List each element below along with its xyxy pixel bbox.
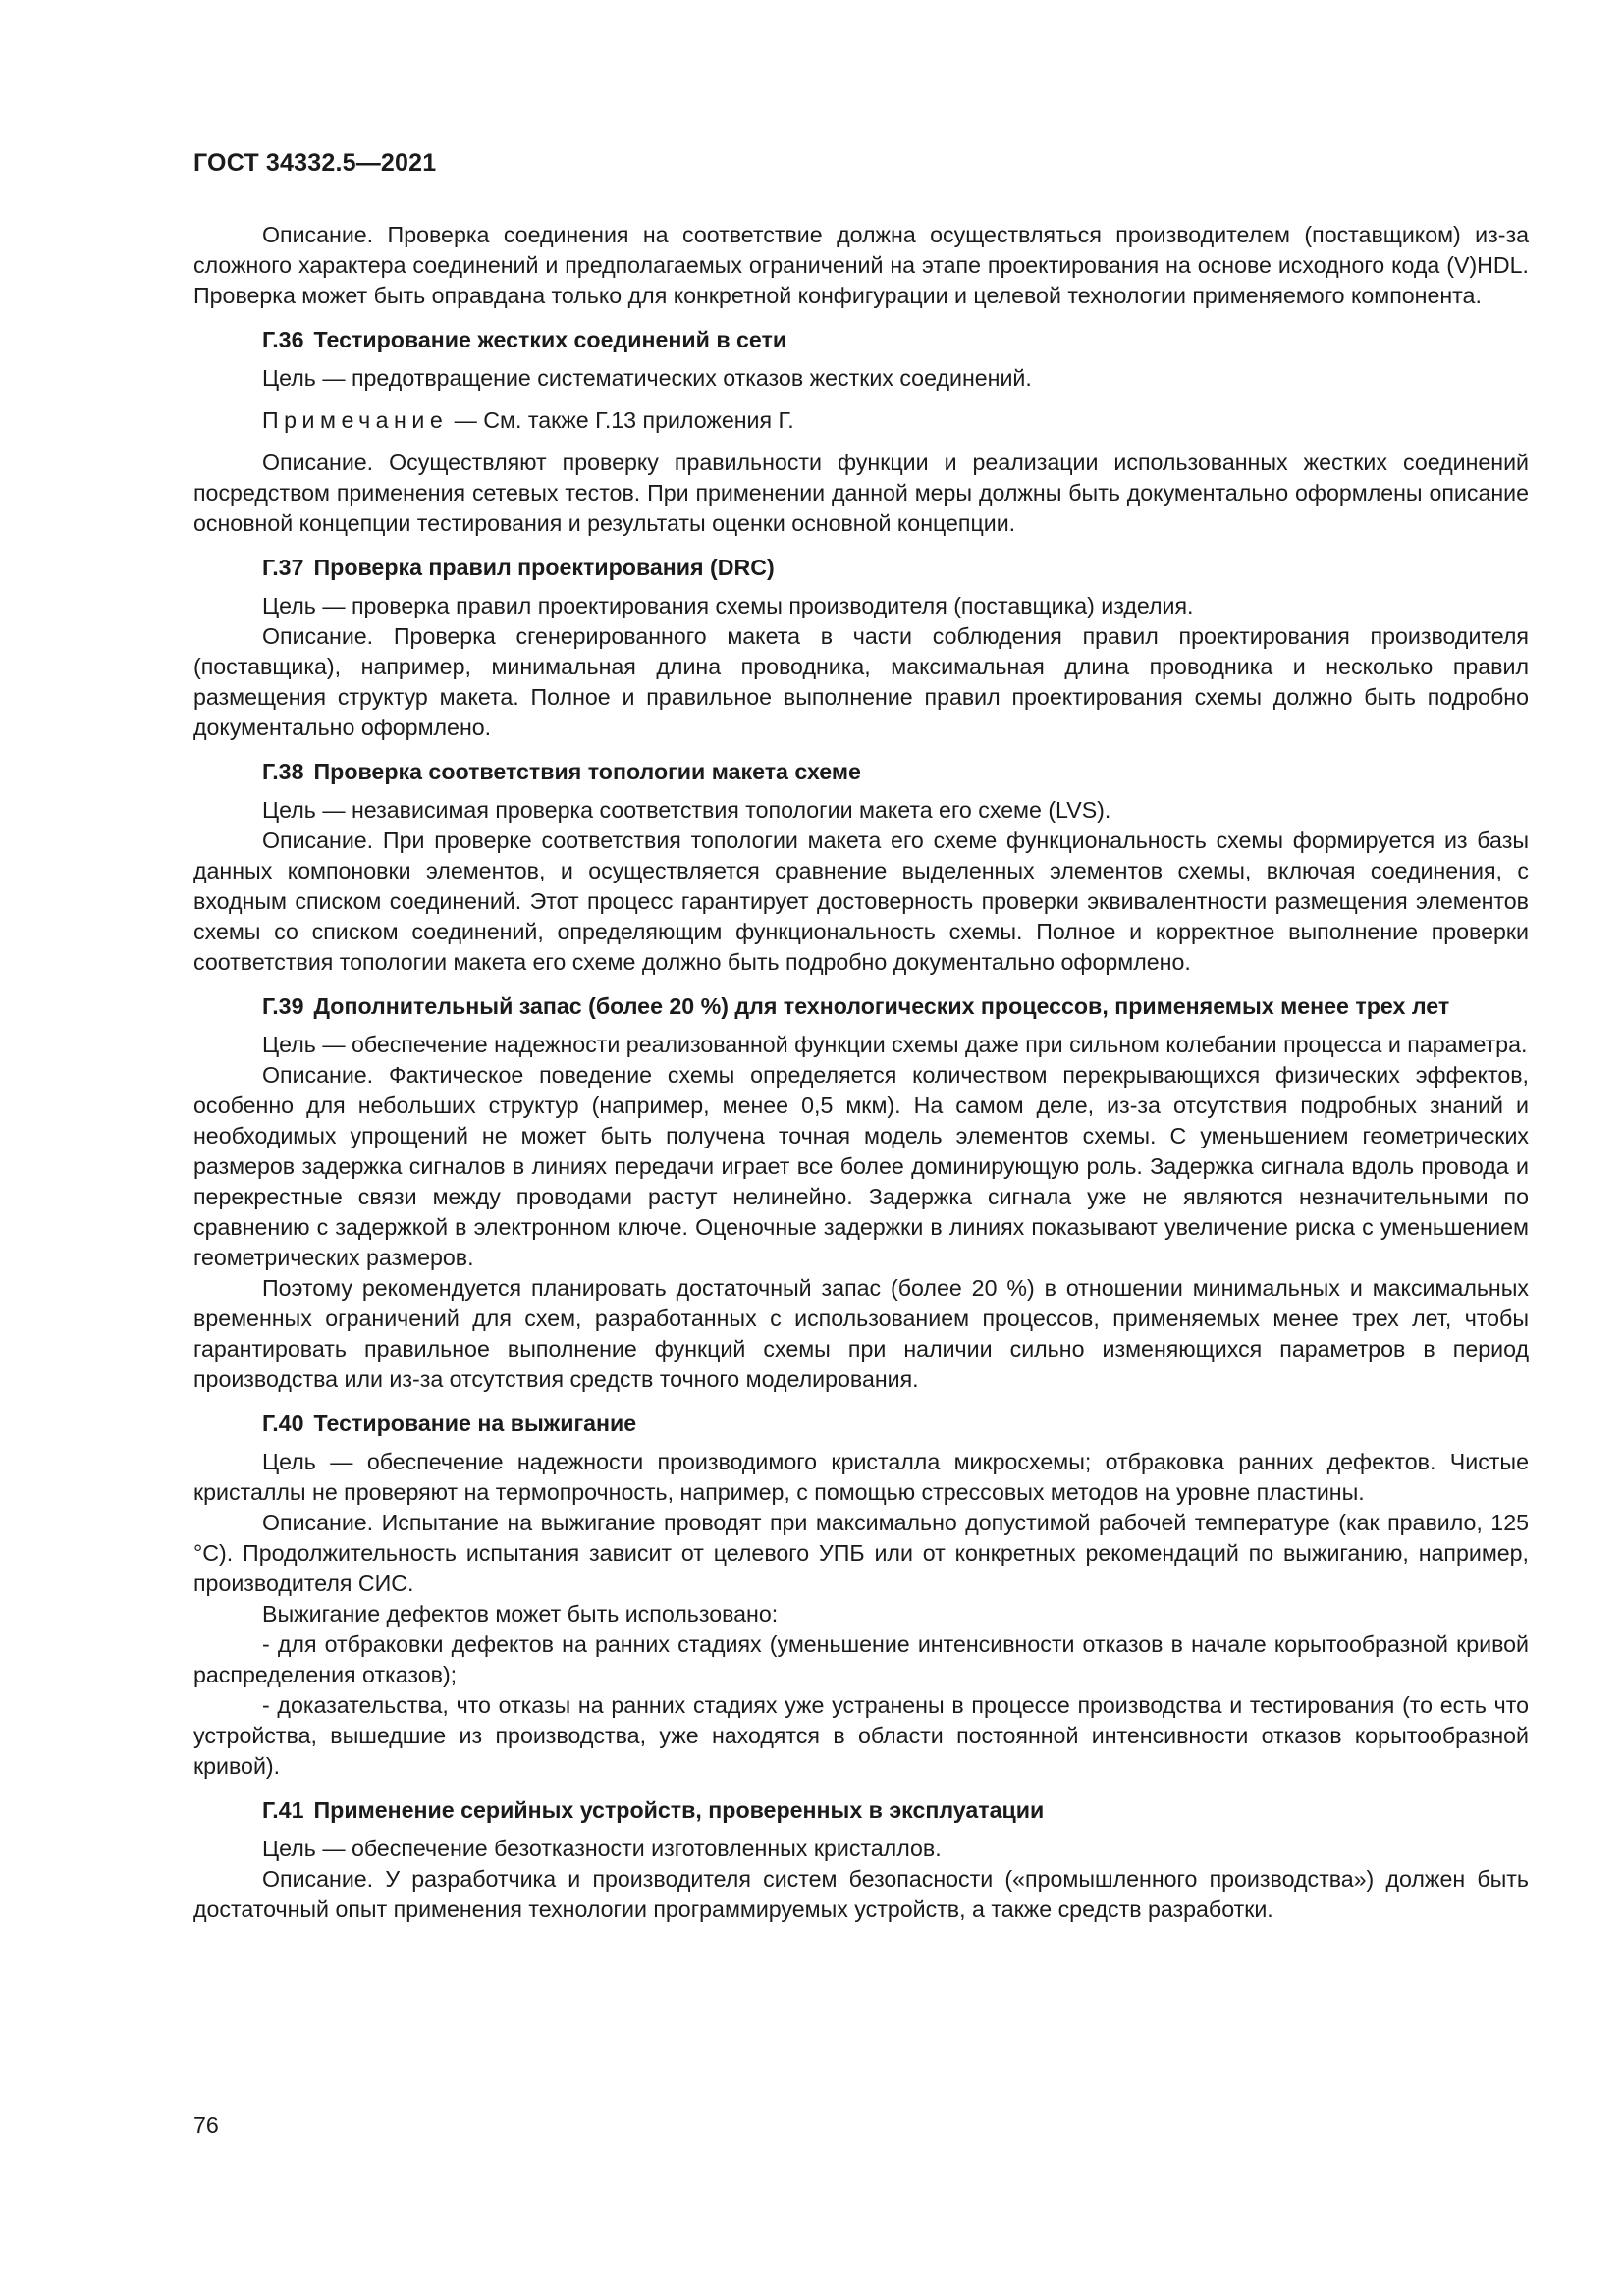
section-title: Тестирование жестких соединений в сети: [313, 327, 787, 352]
note-label: Примечание: [262, 407, 449, 433]
section-description: Описание. Осуществляют проверку правильности функции и реализации использованных жестких соединений посредством применения сетевых тестов. При применении данной меры должны быть документально оформлены описание основной концепции тестирования и результаты оценки основной концепции.: [193, 450, 1529, 536]
section-goal: Цель — проверка правил проектирования схемы производителя (поставщика) изделия.: [262, 593, 1194, 618]
section-title: Проверка соответствия топологии макета схеме: [313, 759, 861, 784]
section-heading-g41: [193, 1795, 1529, 1826]
section-note: [193, 405, 1529, 436]
section-number: Г.40: [262, 1411, 304, 1436]
section-title: Дополнительный запас (более 20 %) для технологических процессов, применяемых менее трех лет: [313, 993, 1450, 1019]
section-number: Г.38: [262, 759, 304, 784]
document-header: ГОСТ 34332.5—2021: [193, 149, 437, 177]
section-goal: Цель — обеспечение безотказности изготовленных кристаллов.: [262, 1836, 942, 1861]
note-text: — См. также Г.13 приложения Г.: [448, 407, 794, 433]
section-title: Проверка правил проектирования (DRC): [313, 555, 775, 580]
section-goal: Цель — обеспечение надежности реализованной функции схемы даже при сильном колебании процесса и параметра.: [262, 1032, 1528, 1057]
section-number: Г.41: [262, 1797, 304, 1823]
section-number: Г.36: [262, 327, 304, 352]
usage-item: - доказательства, что отказы на ранних стадиях уже устранены в процессе производства и тестирования (то есть что устройства, вышедшие из производства, уже находятся в области постоянной интенсивности отказов корытообразной кривой).: [193, 1692, 1529, 1779]
section-title: Тестирование на выжигание: [313, 1411, 637, 1436]
section-number: Г.37: [262, 555, 304, 580]
section-description: Описание. Проверка сгенерированного макета в части соблюдения правил проектирования производителя (поставщика), например, минимальная длина проводника, максимальная длина проводника и несколько правил размещения структур макета. Полное и правильное выполнение правил проектирования схемы должно быть подробно документально оформлено.: [193, 623, 1529, 740]
section-description: Описание. У разработчика и производителя систем безопасности («промышленного производства») должен быть достаточный опыт применения технологии программируемых устройств, а также средств разработки.: [193, 1866, 1529, 1922]
section-description: Описание. Испытание на выжигание проводят при максимально допустимой рабочей температуре (как правило, 125 °С). Продолжительность испытания зависит от целевого УПБ или от конкретных рекомендаций по выжиганию, например, производителя СИС.: [193, 1510, 1529, 1596]
section-heading-g37: [193, 553, 1529, 583]
section-heading-g36: [193, 325, 1529, 355]
document-body: [193, 220, 1529, 1925]
usage-item: - для отбраковки дефектов на ранних стадиях (уменьшение интенсивности отказов в начале корытообразной кривой распределения отказов);: [193, 1631, 1529, 1687]
section-goal: Цель — независимая проверка соответствия топологии макета его схеме (LVS).: [262, 797, 1111, 823]
section-number: Г.39: [262, 993, 304, 1019]
section-heading-g38: [193, 757, 1529, 787]
section-goal: Цель — предотвращение систематических отказов жестких соединений.: [262, 365, 1032, 391]
section-description: Описание. При проверке соответствия топологии макета его схеме функциональность схемы формируется из базы данных компоновки элементов, и осуществляется сравнение выделенных элементов схемы, включая соединения, с входным списком соединений. Этот процесс гарантирует достоверность проверки эквивалентности размещения элементов схемы со списком соединений, определяющим функциональность схемы. Полное и корректное выполнение проверки соответствия топологии макета его схеме должно быть подробно документально оформлено.: [193, 828, 1529, 975]
section-description: Описание. Фактическое поведение схемы определяется количеством перекрывающихся физических эффектов, особенно для небольших структур (например, менее 0,5 мкм). На самом деле, из-за отсутствия подробных знаний и необходимых упрощений не может быть получена точная модель элементов схемы. С уменьшением геометрических размеров задержка сигналов в линиях передачи играет все более доминирующую роль. Задержка сигнала вдоль провода и перекрестные связи между проводами растут нелинейно. Задержка сигнала уже не являются незначительными по сравнению с задержкой в электронном ключе. Оценочные задержки в линиях показывают увеличение риска с уменьшением геометрических размеров.: [193, 1062, 1529, 1270]
section-title: Применение серийных устройств, проверенных в эксплуатации: [313, 1797, 1045, 1823]
section-heading-g40: [193, 1409, 1529, 1439]
section-goal: Цель — обеспечение надежности производимого кристалла микросхемы; отбраковка ранних дефектов. Чистые кристаллы не проверяют на термопрочность, например, с помощью стрессовых методов на уровне пластины.: [193, 1449, 1529, 1505]
section-heading-g39: [193, 991, 1529, 1022]
usage-intro: Выжигание дефектов может быть использовано:: [262, 1601, 779, 1627]
section-recommendation: Поэтому рекомендуется планировать достаточный запас (более 20 %) в отношении минимальных и максимальных временных ограничений для схем, разработанных с использованием процессов, применяемых менее трех лет, чтобы гарантировать правильное выполнение функций схемы при наличии сильно изменяющихся параметров в период производства или из-за отсутствия средств точного моделирования.: [193, 1275, 1529, 1392]
intro-description: Описание. Проверка соединения на соответствие должна осуществляться производителем (поставщиком) из-за сложного характера соединений и предполагаемых ограничений на этапе проектирования на основе исходного кода (V)HDL. Проверка может быть оправдана только для конкретной конфигурации и целевой технологии применяемого компонента.: [193, 222, 1529, 308]
page-number: 76: [193, 2112, 219, 2138]
